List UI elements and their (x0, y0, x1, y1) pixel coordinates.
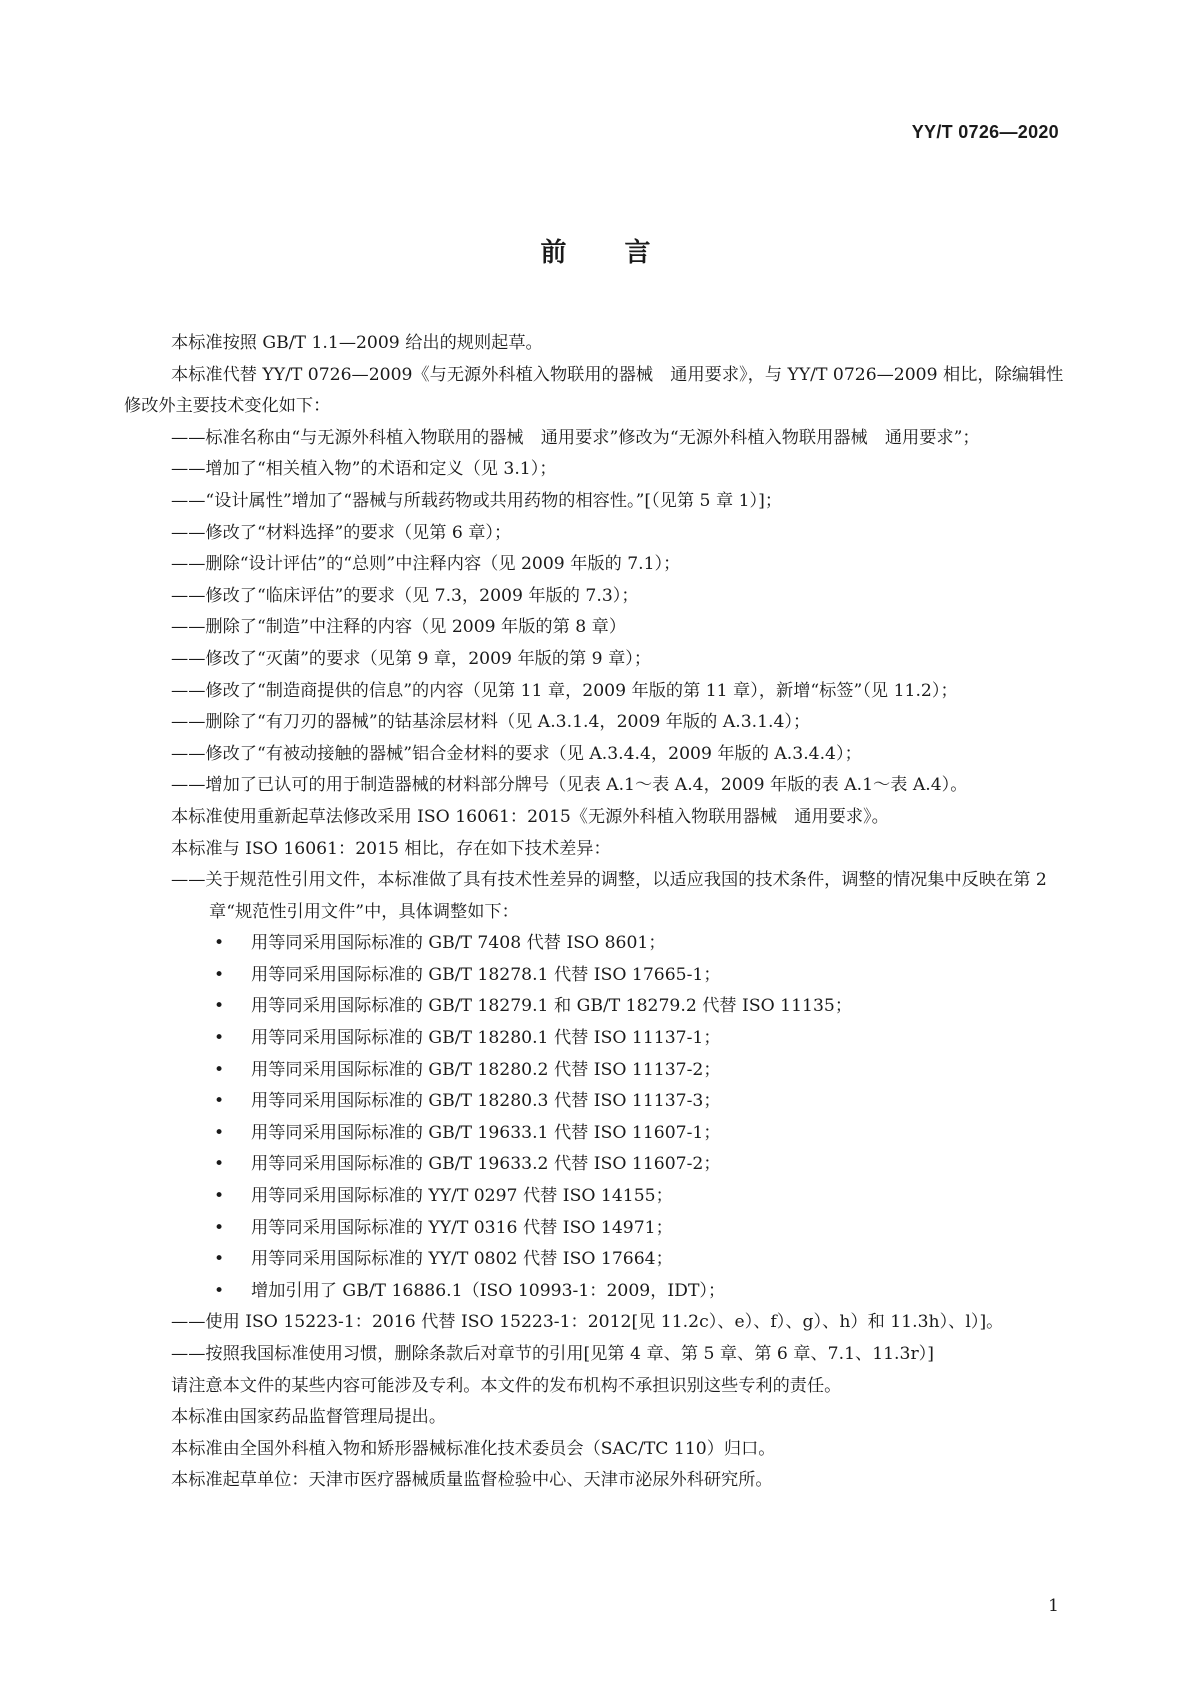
paragraph-differences: 本标准与 ISO 16061：2015 相比，存在如下技术差异： (171, 838, 611, 859)
paragraph-adoption: 本标准使用重新起草法修改采用 ISO 16061：2015《无源外科植入物联用器械 通用要求》。 (171, 806, 889, 827)
change-item: ——增加了已认可的用于制造器械的材料部分牌号（见表 A.1～表 A.4，2009 年版的表 A.1～表 A.4）。 (171, 775, 968, 796)
list-item: • 用等同采用国际标准的 GB/T 18279.1 和 GB/T 18279.2 代替 ISO 11135； (124, 991, 1064, 1023)
list-item: • 用等同采用国际标准的 GB/T 19633.2 代替 ISO 11607-2； (124, 1149, 1064, 1181)
foreword-body (124, 328, 1064, 1497)
change-item: ——标准名称由“与无源外科植入物联用的器械 通用要求”修改为“无源外科植入物联用器械 通用要求”； (171, 427, 980, 448)
change-item: ——删除“设计评估”的“总则”中注释内容（见 2009 年版的 7.1）； (171, 554, 681, 575)
list-item: • 用等同采用国际标准的 GB/T 18280.3 代替 ISO 11137-3； (124, 1086, 1064, 1118)
change-item: ——修改了“有被动接触的器械”铝合金材料的要求（见 A.3.4.4，2009 年版的 A.3.4.4）； (171, 743, 862, 764)
bullet-icon: • (214, 1059, 225, 1080)
list-item: • 用等同采用国际标准的 YY/T 0316 代替 ISO 14971； (124, 1213, 1064, 1245)
list-item: • 用等同采用国际标准的 GB/T 19633.1 代替 ISO 11607-1； (124, 1118, 1064, 1150)
list-item: • 用等同采用国际标准的 YY/T 0297 代替 ISO 14155； (124, 1181, 1064, 1213)
bullet-icon: • (214, 933, 225, 954)
difference-item: ——使用 ISO 15223-1：2016 代替 ISO 15223-1：2012[见 11.2c）、e）、f）、g）、h）和 11.3h）、l）]。 (171, 1312, 1004, 1333)
bullet-icon: • (214, 1249, 225, 1270)
page-title: 前言 (540, 238, 709, 268)
bullet-icon: • (214, 1280, 225, 1301)
change-item: ——修改了“制造商提供的信息”的内容（见第 11 章，2009 年版的第 11 章），新增“标签”（见 11.2）； (171, 680, 958, 701)
drafting-units: 本标准起草单位：天津市医疗器械质量监督检验中心、天津市泌尿外科研究所。 (171, 1470, 773, 1491)
changes-list (124, 423, 1064, 802)
difference-item: ——按照我国标准使用习惯，删除条款后对章节的引用[见第 4 章、第 5 章、第 6 章、7.1、11.3r）] (171, 1344, 934, 1364)
bullet-icon: • (214, 1122, 225, 1143)
change-item: ——修改了“材料选择”的要求（见第 6 章）； (171, 522, 512, 543)
list-item: • 用等同采用国际标准的 GB/T 7408 代替 ISO 8601； (124, 928, 1064, 960)
standard-code: YY/T 0726—2020 (911, 122, 1059, 142)
bullet-icon: • (214, 1154, 225, 1175)
difference-intro: ——关于规范性引用文件，本标准做了具有技术性差异的调整，以适应我国的技术条件，调整的情况集中反映在第 2 章“规范性引用文件”中，具体调整如下： (171, 870, 1047, 922)
bullet-icon: • (214, 1091, 225, 1112)
proposer-statement: 本标准由国家药品监督管理局提出。 (171, 1407, 447, 1428)
change-item: ——删除了“有刀刃的器械”的钴基涂层材料（见 A.3.1.4，2009 年版的 A.3.1.4）； (171, 712, 811, 733)
paragraph-drafting-rules: 本标准按照 GB/T 1.1—2009 给出的规则起草。 (171, 333, 543, 353)
change-item: ——删除了“制造”中注释的内容（见 2009 年版的第 8 章） (171, 617, 627, 638)
list-item: • 用等同采用国际标准的 GB/T 18280.1 代替 ISO 11137-1； (124, 1023, 1064, 1055)
page-number: 1 (1048, 1596, 1059, 1616)
change-item: ——修改了“灭菌”的要求（见第 9 章，2009 年版的第 9 章）； (171, 648, 652, 669)
patent-notice: 请注意本文件的某些内容可能涉及专利。本文件的发布机构不承担识别这些专利的责任。 (171, 1375, 842, 1396)
bullet-icon: • (214, 1217, 225, 1238)
committee-statement: 本标准由全国外科植入物和矫形器械标准化技术委员会（SAC/TC 110）归口。 (171, 1438, 776, 1459)
list-item: • 增加引用了 GB/T 16886.1（ISO 10993-1：2009，IDT）； (124, 1276, 1064, 1308)
change-item: ——修改了“临床评估”的要求（见 7.3，2009 年版的 7.3）； (171, 585, 639, 606)
paragraph-replacement: 本标准代替 YY/T 0726—2009《与无源外科植入物联用的器械 通用要求》，与 YY/T 0726—2009 相比，除编辑性修改外主要技术变化如下： (124, 364, 1064, 417)
list-item: • 用等同采用国际标准的 GB/T 18280.2 代替 ISO 11137-2； (124, 1055, 1064, 1087)
list-item: • 用等同采用国际标准的 YY/T 0802 代替 ISO 17664； (124, 1244, 1064, 1276)
bullet-icon: • (214, 1186, 225, 1207)
bullet-icon: • (214, 1028, 225, 1049)
list-item: • 用等同采用国际标准的 GB/T 18278.1 代替 ISO 17665-1； (124, 960, 1064, 992)
change-item: ——“设计属性”增加了“器械与所载药物或共用药物的相容性。”[（见第 5 章 1）]； (171, 490, 783, 511)
reference-bullet-list (124, 928, 1064, 1307)
bullet-icon: • (214, 964, 225, 985)
change-item: ——增加了“相关植入物”的术语和定义（见 3.1）； (171, 459, 557, 480)
bullet-icon: • (214, 996, 225, 1017)
